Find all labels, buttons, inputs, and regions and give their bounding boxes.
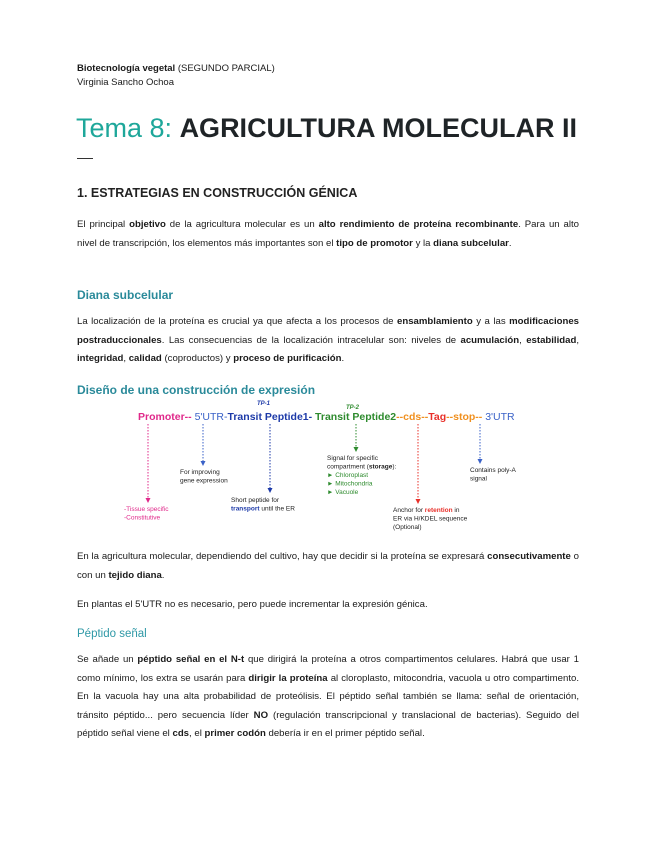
text-run: En la agricultura molecular, dependiendo del cultivo, hay que decidir si la proteína se expresará bbox=[77, 551, 488, 562]
text-run: , bbox=[519, 334, 527, 346]
text-run: . bbox=[508, 237, 512, 249]
bold-run: consecutivamente bbox=[487, 551, 571, 562]
promoter-arrow bbox=[146, 424, 151, 503]
note-tag: Anchor for retention in ER via H/KDEL sequence (Optional) bbox=[393, 507, 468, 531]
text-run: (regulación transcripcional y translacional de bacterias). Seguido del péptido señal viene el bbox=[77, 709, 579, 739]
text-run: . bbox=[161, 569, 165, 581]
tp1-label: TP-1 bbox=[257, 401, 271, 407]
tp1-text: Transit Peptide1- bbox=[227, 411, 313, 423]
title-main: AGRICULTURA MOLECULAR II bbox=[179, 113, 578, 143]
bold-run: dirigir la proteína bbox=[248, 672, 328, 684]
text-run: La localización de la proteína es crucial ya que afecta a los procesos de bbox=[77, 316, 398, 327]
tag-arrow bbox=[416, 424, 421, 504]
tp2-text: Transit Peptide2 bbox=[312, 411, 397, 423]
bold-run: alto rendimiento de proteína recombinante bbox=[318, 219, 519, 230]
expression-construct-diagram bbox=[0, 396, 655, 546]
author-name: Virginia Sancho Ochoa bbox=[77, 77, 174, 88]
bold-run: primer codón bbox=[204, 728, 266, 739]
text-run: (coproductos) y bbox=[161, 353, 234, 364]
promoter-text: Promoter-- bbox=[138, 411, 192, 423]
text-run: . bbox=[341, 353, 345, 364]
tag-text: Tag bbox=[428, 411, 447, 423]
bold-run: proceso de purificación bbox=[233, 353, 342, 364]
construct-line bbox=[138, 411, 515, 423]
text-run: al cloroplasto, mitocondria, vacuola u otro compartimento. En la vacuola hay una alta probabilidad de proteólisis. El péptido señal también se llama: señal de orientación, tránsito péptido... pero secuencia líder bbox=[77, 672, 579, 721]
text-run: El principal bbox=[77, 219, 130, 230]
bold-run: tejido diana bbox=[108, 569, 162, 581]
peptido-paragraph bbox=[77, 651, 579, 744]
bold-run: modificaciones postraduccionales bbox=[77, 316, 579, 346]
text-run: Se añade un bbox=[77, 654, 138, 665]
diseno-heading: Diseño de una construcción de expresión bbox=[77, 383, 316, 397]
text-run: . Las consecuencias de la localización intracelular son: niveles de bbox=[161, 334, 461, 346]
note-tp1: Short peptide for transport until the ER bbox=[231, 497, 295, 513]
peptido-heading: Péptido señal bbox=[77, 628, 147, 640]
title-number: Tema 8: bbox=[76, 113, 173, 143]
page-title bbox=[76, 112, 577, 144]
bold-run: péptido señal en el N-t bbox=[137, 654, 245, 665]
diana-paragraph bbox=[77, 313, 579, 369]
note-utr3: Contains poly-A signal bbox=[470, 467, 516, 483]
utr3-arrow bbox=[478, 424, 483, 464]
text-run: . Para un alto nivel de transcripción, los elementos más importantes son el bbox=[77, 219, 580, 249]
text-run: que dirigirá la proteína a otros compartimentos celulares. Habrá que usar 1 como mínimo, los extra se usarán para bbox=[77, 654, 579, 684]
text-run: , bbox=[123, 353, 129, 364]
note-utr5: For improving gene expression bbox=[180, 469, 228, 485]
title-divider bbox=[77, 158, 93, 159]
bold-run: acumulación bbox=[460, 334, 520, 346]
course-line bbox=[77, 62, 275, 75]
course-exam: (SEGUNDO PARCIAL) bbox=[175, 63, 275, 74]
stop-text: --stop-- bbox=[446, 411, 483, 423]
cds-text: --cds-- bbox=[396, 411, 429, 423]
bold-run: estabilidad bbox=[526, 334, 577, 346]
tp1-arrow bbox=[268, 424, 273, 493]
text-run: debería ir en el primer péptido señal. bbox=[265, 728, 425, 739]
text-run: y a las bbox=[472, 316, 510, 327]
text-run: , bbox=[576, 334, 579, 346]
bold-run: integridad bbox=[77, 353, 124, 364]
utr5-text: 5'UTR- bbox=[191, 411, 228, 423]
diana-heading: Diana subcelular bbox=[77, 288, 174, 302]
note-tp2: Signal for specific compartment (storage): ► Chloroplast ► Mitochondria ► Vacuole bbox=[327, 455, 397, 496]
utr3-text: 3'UTR bbox=[482, 411, 515, 423]
text-run: , el bbox=[189, 728, 205, 739]
diseno-paragraph-1 bbox=[77, 548, 579, 585]
tp2-label: TP-2 bbox=[346, 405, 360, 411]
note-promoter: -Tissue specific -Constitutive bbox=[124, 506, 169, 522]
utr5-arrow bbox=[201, 424, 206, 466]
bold-run: cds bbox=[172, 728, 190, 739]
bold-run: calidad bbox=[128, 353, 162, 364]
bold-run: ensamblamiento bbox=[397, 316, 473, 327]
text-run: y la bbox=[412, 237, 434, 249]
bold-run: objetivo bbox=[129, 219, 166, 230]
section-heading: 1. ESTRATEGIAS EN CONSTRUCCIÓN GÉNICA bbox=[77, 186, 358, 200]
text-run: de la agricultura molecular es un bbox=[165, 219, 319, 230]
tp2-arrow bbox=[354, 424, 359, 452]
intro-paragraph bbox=[77, 216, 579, 253]
bold-run: diana subcelular bbox=[433, 237, 509, 249]
bold-run: NO bbox=[253, 709, 269, 721]
text-run: o con un bbox=[77, 551, 579, 581]
bold-run: tipo de promotor bbox=[336, 237, 413, 249]
diseno-paragraph-2: En plantas el 5'UTR no es necesario, pero puede incrementar la expresión génica. bbox=[77, 599, 428, 610]
course-name: Biotecnología vegetal bbox=[77, 63, 176, 74]
